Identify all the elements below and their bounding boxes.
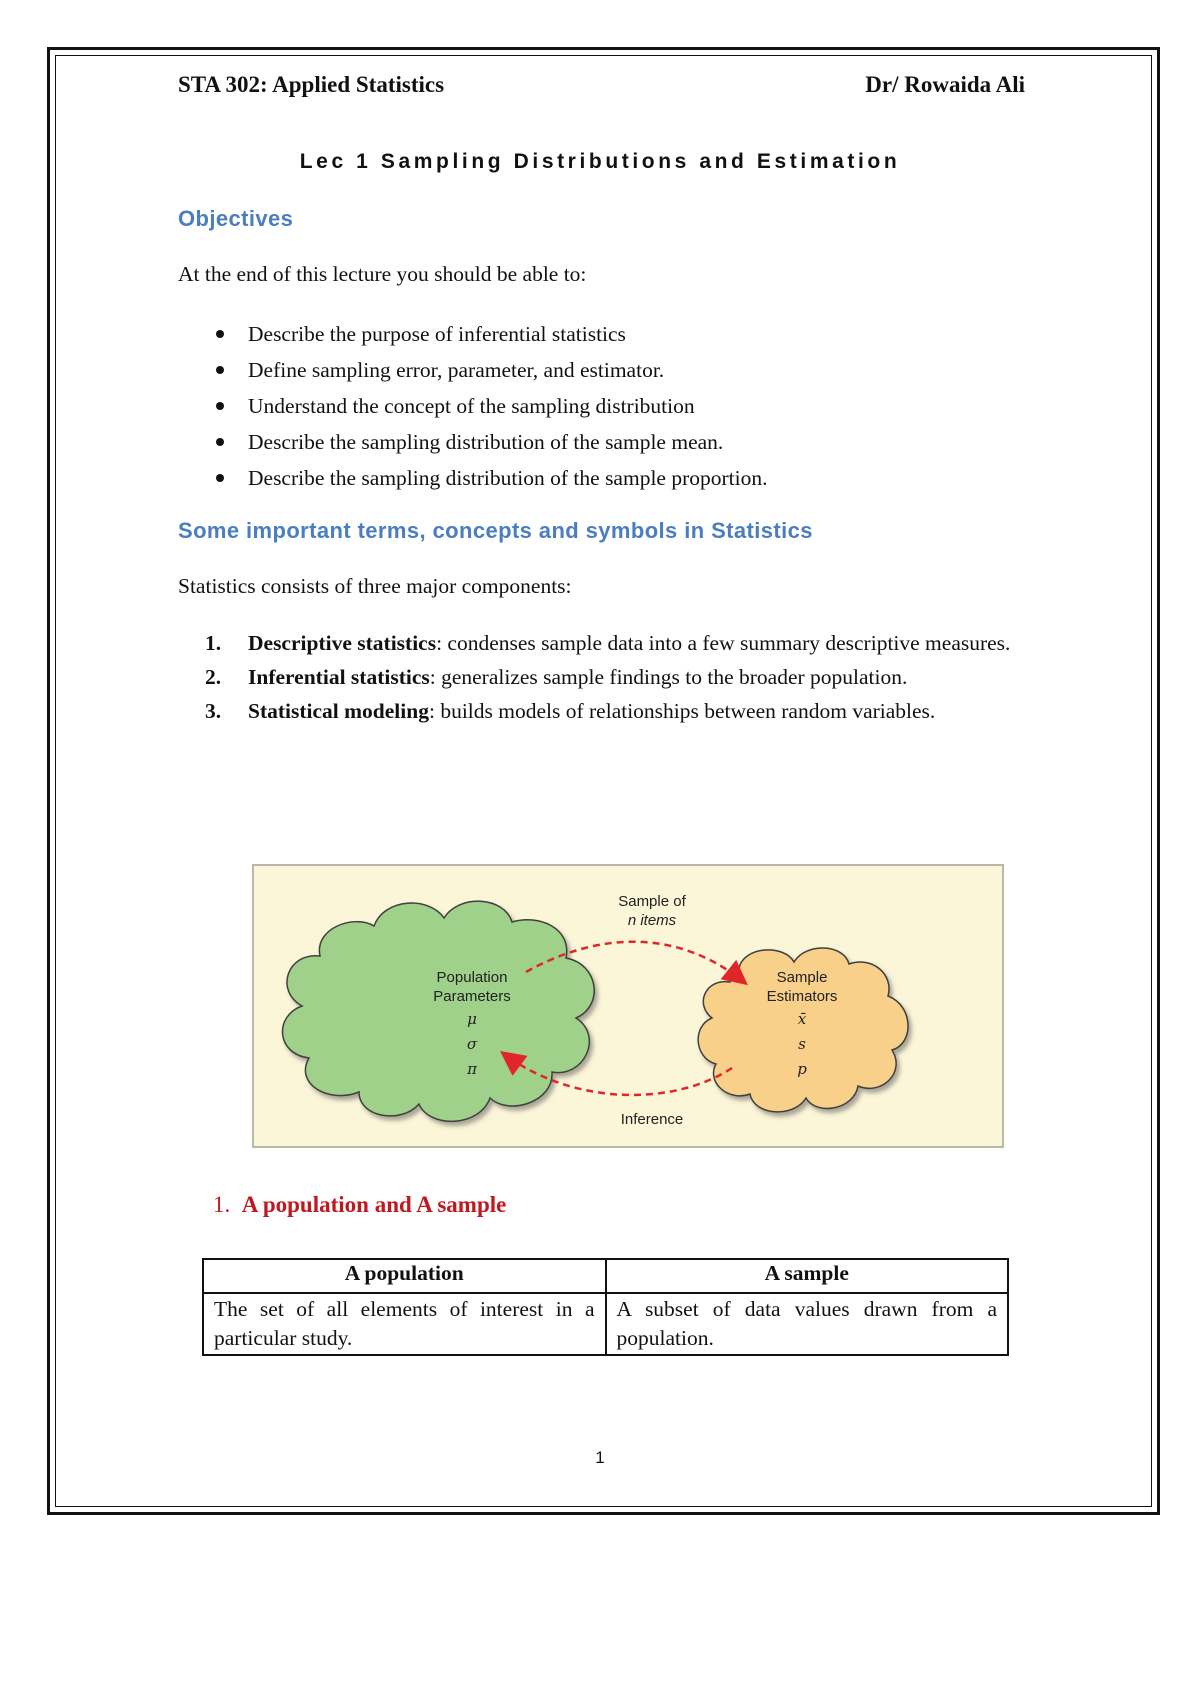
population-symbol-mu: μ xyxy=(467,1010,477,1028)
table-header-row xyxy=(203,1259,1008,1293)
components-list xyxy=(178,626,1030,728)
table-cell: The set of all elements of interest in a particular study. xyxy=(203,1293,606,1355)
table-header-population: A population xyxy=(203,1259,606,1293)
arrow-top-label-1: Sample of xyxy=(618,893,686,910)
bullet-icon xyxy=(216,366,224,374)
course-title: STA 302: Applied Statistics xyxy=(178,72,445,97)
list-item: Define sampling error, parameter, and estimator. xyxy=(178,352,768,388)
list-item: Describe the sampling distribution of the sample proportion. xyxy=(178,460,768,496)
population-label-2: Parameters xyxy=(433,988,511,1005)
sample-label-2: Estimators xyxy=(766,988,838,1005)
population-label-1: Population xyxy=(436,969,508,986)
population-symbol-pi: π xyxy=(467,1060,477,1078)
population-sample-table xyxy=(202,1258,1009,1356)
objectives-list xyxy=(178,316,768,496)
arrow-bottom-label: Inference xyxy=(620,1111,684,1128)
list-item: 1. Descriptive statistics: condenses sample data into a few summary descriptive measures. xyxy=(205,631,1011,655)
bullet-icon xyxy=(216,402,224,410)
page-header xyxy=(178,72,1025,98)
table-header-sample: A sample xyxy=(606,1259,1009,1293)
sample-symbol-xbar: x̄ xyxy=(797,1010,807,1028)
section-heading-population-sample: 1. A population and A sample xyxy=(213,1192,507,1217)
sample-symbol-s: s xyxy=(798,1035,806,1053)
bullet-icon xyxy=(216,330,224,338)
sample-symbol-p: p xyxy=(797,1060,807,1078)
sample-label-1: Sample xyxy=(776,969,828,986)
objectives-heading: Objectives xyxy=(178,206,294,231)
list-item: Understand the concept of the sampling distribution xyxy=(178,388,768,424)
list-item: 2. Inferential statistics: generalizes sample findings to the broader population. xyxy=(205,665,908,689)
instructor-name: Dr/ Rowaida Ali xyxy=(865,72,1025,97)
page-number: 1 xyxy=(595,1448,605,1467)
population-sample-diagram xyxy=(252,864,1004,1148)
list-item: Describe the purpose of inferential statistics xyxy=(178,316,768,352)
bullet-icon xyxy=(216,474,224,482)
list-item: Describe the sampling distribution of the sample mean. xyxy=(178,424,768,460)
arrow-top-label-2: n items xyxy=(627,912,677,929)
lecture-title: Lec 1 Sampling Distributions and Estimation xyxy=(299,150,901,173)
table-cell: A subset of data values drawn from a population. xyxy=(606,1293,1009,1355)
terms-intro: Statistics consists of three major components: xyxy=(178,574,572,598)
objectives-intro: At the end of this lecture you should be able to: xyxy=(178,262,587,286)
population-cloud xyxy=(283,901,595,1121)
population-symbol-sigma: σ xyxy=(466,1035,478,1053)
table-row xyxy=(203,1293,1008,1355)
bullet-icon xyxy=(216,438,224,446)
list-item: 3. Statistical modeling: builds models of relationships between random variables. xyxy=(205,699,936,723)
terms-heading: Some important terms, concepts and symbols in Statistics xyxy=(178,518,813,543)
